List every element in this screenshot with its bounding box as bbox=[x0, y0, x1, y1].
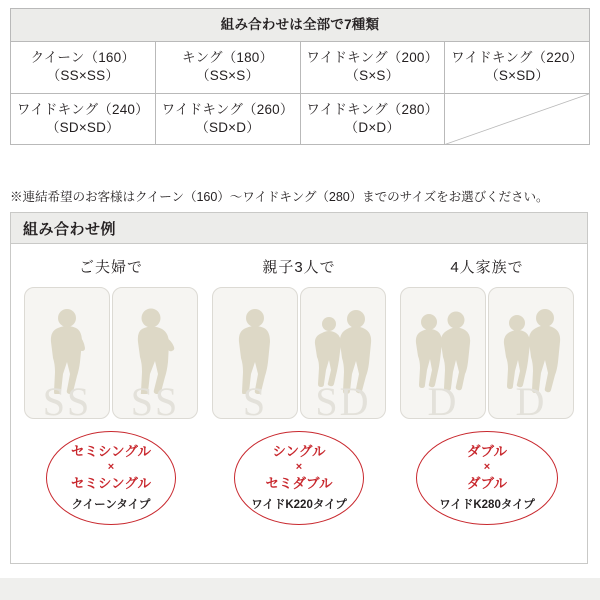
size-letter: D bbox=[515, 379, 547, 419]
cell-sub: （SS×SS） bbox=[46, 68, 120, 84]
badge-line-1: シングル bbox=[272, 443, 326, 459]
cell-sub: （SS×S） bbox=[196, 68, 260, 84]
size-letter: D bbox=[427, 379, 459, 419]
bed-illustration bbox=[23, 287, 199, 419]
badge-line-1: ダブル bbox=[467, 443, 507, 459]
example-column-family3 bbox=[208, 256, 390, 525]
cell-name: ワイドキング（220） bbox=[451, 50, 584, 66]
example-body bbox=[11, 244, 587, 525]
example-block bbox=[10, 212, 588, 564]
example-column-family4 bbox=[396, 256, 578, 525]
table-cell-wideking220 bbox=[445, 42, 590, 93]
cell-sub: （SD×SD） bbox=[45, 119, 120, 135]
combination-badge bbox=[234, 431, 364, 525]
mattress-left bbox=[212, 287, 298, 419]
table-cell-wideking200 bbox=[300, 42, 445, 93]
diagonal-strike-icon bbox=[445, 94, 589, 144]
cell-name: ワイドキング（240） bbox=[16, 101, 149, 117]
badge-times: × bbox=[107, 461, 115, 474]
badge-type: クイーンタイプ bbox=[71, 499, 151, 512]
mattress-right bbox=[488, 287, 574, 419]
badge-line-2: セミシングル bbox=[71, 476, 151, 492]
example-caption: ご夫婦で bbox=[78, 259, 143, 276]
table-cell-wideking240 bbox=[11, 93, 156, 144]
cell-sub: （S×SD） bbox=[485, 68, 550, 84]
table-cell-king180 bbox=[155, 42, 300, 93]
size-letter: SD bbox=[315, 379, 371, 419]
badge-line-2: ダブル bbox=[467, 476, 507, 492]
combination-badge bbox=[416, 431, 558, 525]
example-caption: 4人家族で bbox=[450, 259, 524, 276]
table-cell-empty bbox=[445, 93, 590, 144]
table-row bbox=[11, 93, 590, 144]
cell-name: キング（180） bbox=[182, 50, 274, 66]
combination-table-block bbox=[10, 8, 590, 145]
badge-type: ワイドK220タイプ bbox=[251, 499, 347, 512]
mattress-left bbox=[24, 287, 110, 419]
cell-name: ワイドキング（260） bbox=[161, 101, 294, 117]
combination-table bbox=[10, 8, 590, 145]
example-caption: 親子3人で bbox=[262, 259, 336, 276]
example-column-couple bbox=[20, 256, 202, 525]
cell-sub: （SD×D） bbox=[195, 119, 260, 135]
size-note: ※連結希望のお客様はクイーン（160）～ワイドキング（280）までのサイズをお選びください。 bbox=[10, 190, 549, 204]
table-cell-queen160 bbox=[11, 42, 156, 93]
badge-line-1: セミシングル bbox=[71, 443, 151, 459]
bed-illustration bbox=[399, 287, 575, 419]
table-cell-wideking280 bbox=[300, 93, 445, 144]
badge-line-2: セミダブル bbox=[265, 476, 333, 492]
cell-name: ワイドキング（280） bbox=[306, 101, 439, 117]
cell-sub: （D×D） bbox=[344, 119, 401, 135]
bottom-spacer bbox=[0, 578, 600, 600]
badge-type: ワイドK280タイプ bbox=[439, 499, 535, 512]
combination-badge bbox=[46, 431, 176, 525]
badge-times: × bbox=[483, 461, 491, 474]
mattress-right bbox=[112, 287, 198, 419]
table-row bbox=[11, 42, 590, 93]
badge-times: × bbox=[295, 461, 303, 474]
top-spacer bbox=[0, 0, 600, 6]
mattress-right bbox=[300, 287, 386, 419]
mattress-left bbox=[400, 287, 486, 419]
size-letter: SS bbox=[130, 379, 180, 419]
bed-illustration bbox=[211, 287, 387, 419]
example-header: 組み合わせ例 bbox=[11, 213, 587, 244]
size-letter: SS bbox=[42, 379, 92, 419]
size-letter: S bbox=[242, 379, 268, 419]
table-title: 組み合わせは全部で7種類 bbox=[11, 9, 590, 42]
cell-name: クイーン（160） bbox=[30, 50, 136, 66]
cell-sub: （S×S） bbox=[345, 68, 400, 84]
table-cell-wideking260 bbox=[155, 93, 300, 144]
table-title-row bbox=[11, 9, 590, 42]
cell-name: ワイドキング（200） bbox=[306, 50, 439, 66]
